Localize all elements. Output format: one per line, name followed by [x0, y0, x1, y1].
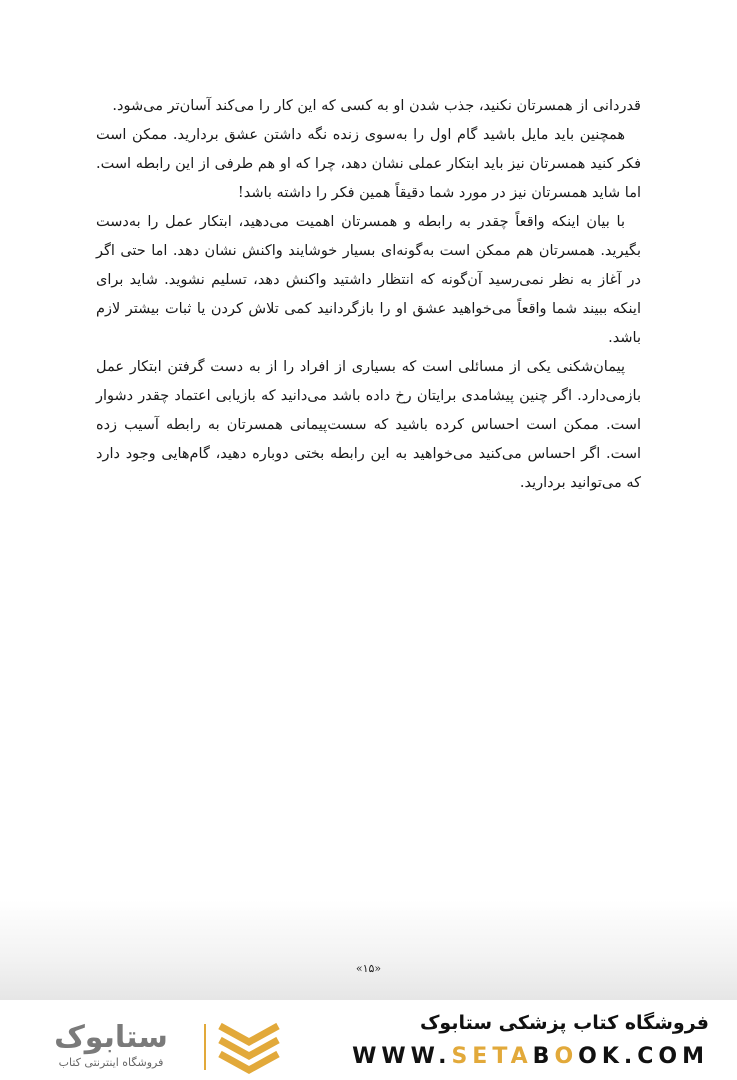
store-url[interactable] [349, 1044, 709, 1069]
paragraph-3: با بیان اینکه واقعاً چقدر به رابطه و همسرتان اهمیت می‌دهید، ابتکار عمل را به‌دست بگیرید. همسرتان هم ممکن است به‌گونه‌ای بسیار خوشایند واکنش نشان دهد. اما حتی اگر در آغاز به نظر نمی‌رسید آن‌گونه که انتظار داشتید واکنش دهد، تسلیم نشوید. شاید برای اینکه ببیند شما واقعاً می‌خواهید عشق او را بازگردانید کمی تلاش کردن یا ثبات بیشتر لازم باشد. [96, 214, 641, 346]
logo-divider [204, 1024, 206, 1070]
paragraph-4: پیمان‌شکنی یکی از مسائلی است که بسیاری از افراد را از به دست گرفتن ابتکار عمل بازمی‌دارد. اگر چنین پیشامدی برایتان رخ داده باشد می‌دانید که بازیابی اعتماد چقدر دشوار است. ممکن است احساس کرده باشید که سست‌پیمانی همسرتان به رابطه آسیب زده است. اگر احساس می‌کنید می‌خواهید به این رابطه بختی دوباره دهید، گام‌هایی وجود دارد که می‌توانید بردارید. [96, 359, 641, 491]
body-text [96, 92, 641, 498]
url-accent-o: O [554, 1044, 579, 1069]
stacked-chevrons-icon [212, 1020, 286, 1074]
logo-text [36, 1018, 186, 1074]
logo-subtitle: فروشگاه اینترنتی کتاب [58, 1056, 164, 1069]
page-number: «۱۵» [355, 962, 382, 975]
store-logo[interactable] [36, 1018, 286, 1074]
url-prefix: WWW. [352, 1044, 452, 1069]
store-name: فروشگاه کتاب پزشکی ستابوک [419, 1012, 709, 1034]
store-footer [0, 1000, 737, 1080]
page-bottom-shadow [0, 900, 737, 1000]
url-middle: B [532, 1044, 555, 1069]
url-suffix: OK.COM [578, 1044, 709, 1069]
paragraph-1: قدردانی از همسرتان نکنید، جذب شدن او به کسی که این کار را می‌کند آسان‌تر می‌شود. [112, 98, 641, 114]
paragraph-2: همچنین باید مایل باشید گام اول را به‌سوی زنده نگه داشتن عشق بردارید. ممکن است فکر کنید همسرتان نیز باید ابتکار عملی نشان دهد، چرا که او هم طرفی از این رابطه است. اما شاید همسرتان نیز در مورد شما دقیقاً همین فکر را داشته باشد! [96, 127, 641, 201]
logo-wordmark: ستابوک [54, 1020, 168, 1055]
url-accent-seta: SETA [451, 1044, 533, 1069]
